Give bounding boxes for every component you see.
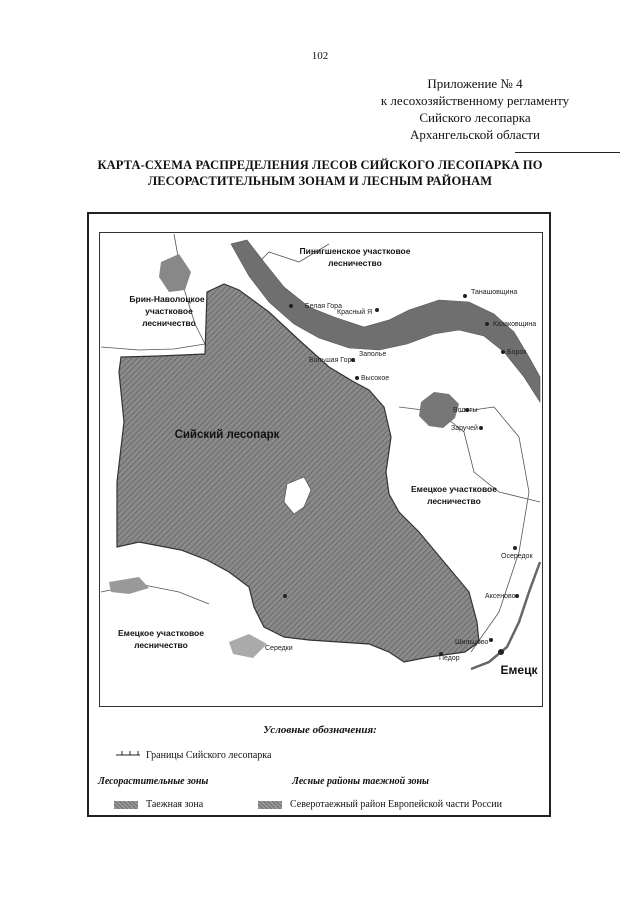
legend-boundary-label: Границы Сийского лесопарка [146, 750, 272, 761]
legend-taiga-zone-label: Таежная зона [146, 799, 204, 810]
place-seredki: Середки [265, 645, 293, 652]
place-bolshaya-gora: Большая Гора [309, 357, 356, 364]
label-siysky-park: Сийский лесопарк [174, 429, 280, 441]
place-tanaschovshchina: Танашовщина [471, 289, 518, 296]
page-number: 102 [311, 50, 329, 62]
place-kazakovshchina: Казаковщина [493, 321, 537, 328]
appendix-line-1: Приложение № 4 [427, 76, 523, 91]
label-pinega-forestry: Пинигшенское участковое [299, 246, 411, 256]
label-emetsk-town: Емецк [500, 663, 538, 677]
label-emetsk-sw-forestry-2: лесничество [134, 640, 188, 650]
label-pinega-forestry-2: лесничество [328, 258, 382, 268]
place-belaya-gora: Белая Гора [305, 303, 342, 310]
legend-title: Условные обозначения: [263, 724, 377, 736]
legend-district-label: Северотаежный район Европейской части России [290, 799, 502, 810]
label-emetsk-sw-forestry: Емецкое участковое [118, 628, 204, 638]
label-brin-forestry: Брин-Наволоцкое [129, 294, 205, 304]
boundary-symbol-icon [116, 748, 140, 762]
label-emetsk-east-forestry: Емецкое участковое [411, 484, 497, 494]
place-aksenovo: Аксеново [485, 593, 516, 600]
appendix-header [340, 75, 610, 143]
header-rule [515, 152, 620, 153]
place-zapolye: Заполье [359, 351, 387, 358]
place-voloty: Волоты [453, 407, 478, 414]
appendix-line-2: к лесохозяйственному регламенту [380, 93, 570, 108]
label-emetsk-east-forestry-2: лесничество [427, 496, 481, 506]
forest-map [99, 232, 543, 707]
document-title [40, 157, 600, 189]
legend-zones-header: Лесорастительные зоны [98, 776, 209, 787]
appendix-line-3: Сийского лесопарка [419, 110, 531, 125]
label-brin-forestry-3: лесничество [142, 318, 196, 328]
place-zaruchey: Заручей [451, 425, 478, 432]
title-line-2: ЛЕСОРАСТИТЕЛЬНЫМ ЗОНАМ И ЛЕСНЫМ РАЙОНАМ [147, 174, 493, 188]
label-brin-forestry-2: участковое [145, 306, 193, 316]
taiga-zone-swatch [114, 801, 138, 809]
appendix-line-4: Архангельской области [410, 127, 540, 142]
place-vysokoe: Высокое [361, 375, 390, 382]
legend-districts-header: Лесные районы таежной зоны [292, 776, 429, 787]
place-krasny: Красный Я [337, 309, 373, 316]
place-borok: Борок [507, 349, 527, 356]
title-line-1: КАРТА-СХЕМА РАСПРЕДЕЛЕНИЯ ЛЕСОВ СИЙСКОГО ЛЕСОПАРКА ПО [97, 158, 543, 172]
place-shiltsovo: Шильцово [455, 639, 489, 646]
place-pedor: Педор [439, 655, 460, 662]
district-swatch [258, 801, 282, 809]
place-oseredok: Осередок [501, 553, 533, 560]
